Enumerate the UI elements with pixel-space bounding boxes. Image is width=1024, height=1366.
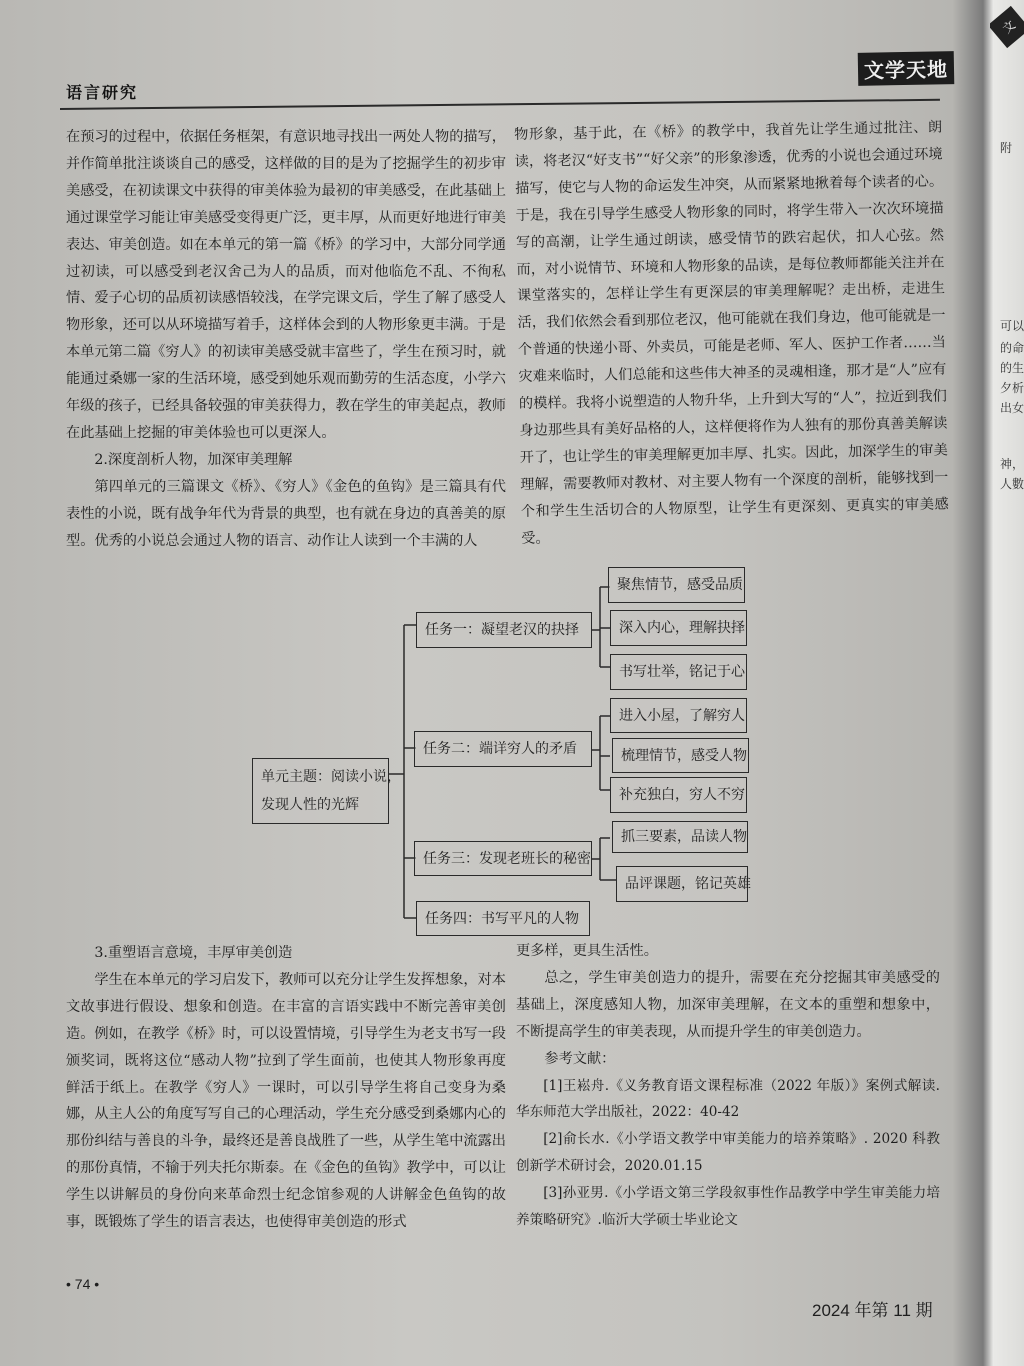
adjacent-badge: 文 — [990, 6, 1024, 48]
paragraph: 在预习的过程中，依据任务框架，有意识地寻找出一两处人物的描写，并作简单批注谈谈自己的感受，这样做的目的是为了挖掘学生的初步审美感受，在初读课文中获得的审美体验为最初的审美感受，在此基础上通过课堂学习能让审美感受变得更广泛，更丰厚，从而更好地进行审美表达、审美创造。如在本单元的第一篇《桥》的学习中，大部分同学通过初读，可以感受到老汉舍己为人的品质，而对他临危不乱、不徇私情、爱子心切的品质初读感悟较浅，在学完课文后，学生了解了感受人物形象，还可以从环境描写着手，这样体会到的人物形象更丰满。于是本单元第二篇《穷人》的初读审美感受就丰富些了，学生在预习时，就能通过桑娜一家的生活环境，感受到她乐观而勤劳的生活态度，小学六年级的孩子，已经具备较强的审美获得力，教在学生的审美起点，教师在此基础上挖掘的审美体验也可以更深人。 — [66, 129, 506, 441]
adjacent-text-fragment: 夕析 — [1000, 381, 1024, 395]
section-title-left: 语言研究 — [66, 83, 139, 102]
adjacent-text-fragment: 的命 — [1000, 341, 1024, 355]
adjacent-page-edge — [990, 0, 1024, 1366]
adjacent-text-fragment: 神， — [1000, 457, 1024, 471]
right-column-top — [514, 115, 949, 553]
left-column-bottom — [66, 940, 506, 1236]
subtask-box: 抓三要素，品读人物 — [612, 821, 748, 853]
adjacent-text-fragment: 的生 — [1000, 361, 1024, 375]
section-heading-2: 2.深度剖析人物，加深审美理解 — [94, 451, 293, 468]
subtask-box: 聚焦情节，感受品质 — [608, 567, 745, 603]
reference-item: [3]孙亚男.《小学语文第三学段叙事性作品教学中学生审美能力培养策略研究》.临沂大学硕士毕业论文 — [516, 1185, 940, 1229]
paragraph: 总之，学生审美创造力的提升，需要在充分挖掘其审美感受的基础上，深度感知人物，加深审美理解，在文本的重塑和想象中，不断提高学生的审美表现，从而提升学生的审美创造力。 — [516, 969, 940, 1040]
paragraph: 物形象，基于此，在《桥》的教学中，我首先让学生通过批注、朗读，将老汉“好支书”“好父亲”的形象渗透，优秀的小说也会通过环境描写，使它与人物的命运发生冲突，从而紧紧地揪着每个读者的心。于是，我在引导学生感受人物形象的同时，将学生带入一次次环境描写的高潮，让学生通过朗读，感受情节的跌宕起伏，扣人心弦。然而，对小说情节、环境和人物形象的品读，是每位教师都能关注并在课堂落实的，怎样让学生有更深层的审美理解呢？走出桥，走进生活，我们依然会看到那位老汉，他可能就在我们身边，他可能就是一个普通的快递小哥、外卖员，可能是老师、军人、医护工作者……当灾难来临时，人们总能和这些伟大神圣的灵魂相逢，那才是“人”应有的模样。我将小说塑造的人物升华，上升到大写的“人”，拉近到我们身边那些具有美好品格的人，这样便将作为人独有的那份真善美解读开了，也让学生的审美理解更加丰厚、扎实。因此，加深学生的审美理解，需要教师对教材、对主要人物有一个深度的剖析，能够找到一个和学生生活切合的人物原型，让学生有更深刻、更真实的审美感受。 — [514, 119, 949, 547]
paragraph: 第四单元的三篇课文《桥》、《穷人》《金色的鱼钩》是三篇具有代表性的小说，既有战争年代为背景的典型，也有就在身边的真善美的原型。优秀的小说总会通过人物的语言、动作让人读到一个丰满的人 — [66, 478, 506, 549]
reference-item: [1]王崧舟.《义务教育语文课程标准（2022 年版）》案例式解读.华东师范大学出版社，2022：40-42 — [516, 1077, 940, 1121]
root-theme-line2: 发现人性的光辉 — [261, 797, 359, 813]
root-theme-box — [252, 758, 401, 824]
header-rule — [60, 99, 940, 110]
task-box: 任务一：凝望老汉的抉择 — [416, 612, 592, 648]
references-heading: 参考文献： — [544, 1050, 616, 1067]
task-box: 任务四：书写平凡的人物 — [416, 901, 590, 936]
left-column-top — [66, 124, 506, 555]
task-box: 任务二：端详穷人的矛盾 — [414, 731, 592, 767]
subtask-box: 补充独白，穷人不穷 — [610, 777, 747, 813]
subtask-box: 深入内心，理解抉择 — [610, 610, 747, 646]
paragraph: 学生在本单元的学习启发下，教师可以充分让学生发挥想象，对本文故事进行假设、想象和创造。在丰富的言语实践中不断完善审美创造。例如，在教学《桥》时，可以设置情境，引导学生为老支书写一段颁奖词，既将这位“感动人物”拉到了学生面前，也使其人物形象再度鲜活于纸上。在教学《穷人》一课时，可以引导学生将自己变身为桑娜，从主人公的角度写写自己的心理活动，学生充分感受到桑娜内心的那份纠结与善良的斗争，最终还是善良战胜了一些，从学生笔中流露出的那份真情，不输于列夫托尔斯泰。在《金色的鱼钩》教学中，可以让学生以讲解员的身份向来革命烈士纪念馆参观的人讲解金色鱼钩的故事，既锻炼了学生的语言表达，也使得审美创造的形式 — [66, 971, 506, 1231]
right-column-bottom — [516, 938, 940, 1234]
paragraph: 更多样，更具生活性。 — [516, 943, 658, 959]
section-badge-right: 文学天地 — [858, 51, 955, 86]
subtask-box: 梳理情节，感受人物 — [612, 738, 749, 773]
adjacent-text-fragment: 出女 — [1000, 401, 1024, 415]
page-number: • 74 • — [66, 1276, 100, 1292]
subtask-box: 进入小屋，了解穷人 — [610, 698, 747, 733]
root-theme-line1: 单元主题：阅读小说， — [261, 769, 401, 785]
task-box: 任务三：发现老班长的秘密 — [414, 841, 592, 876]
reference-item: [2]俞长水.《小学语文教学中审美能力的培养策略》. 2020 科教创新学术研讨会，2020.01.15 — [516, 1131, 940, 1175]
adjacent-text-fragment: 可以 — [1000, 319, 1024, 333]
subtask-box: 书写壮举，铭记于心 — [610, 654, 747, 690]
issue-label: 2024 年第 11 期 — [812, 1301, 933, 1320]
adjacent-text-fragment: 附 — [1000, 141, 1013, 155]
adjacent-text-fragment: 人數 — [1000, 477, 1024, 491]
section-heading-3: 3.重塑语言意境，丰厚审美创造 — [94, 945, 293, 961]
subtask-box: 品评课题，铭记英雄 — [616, 866, 748, 902]
